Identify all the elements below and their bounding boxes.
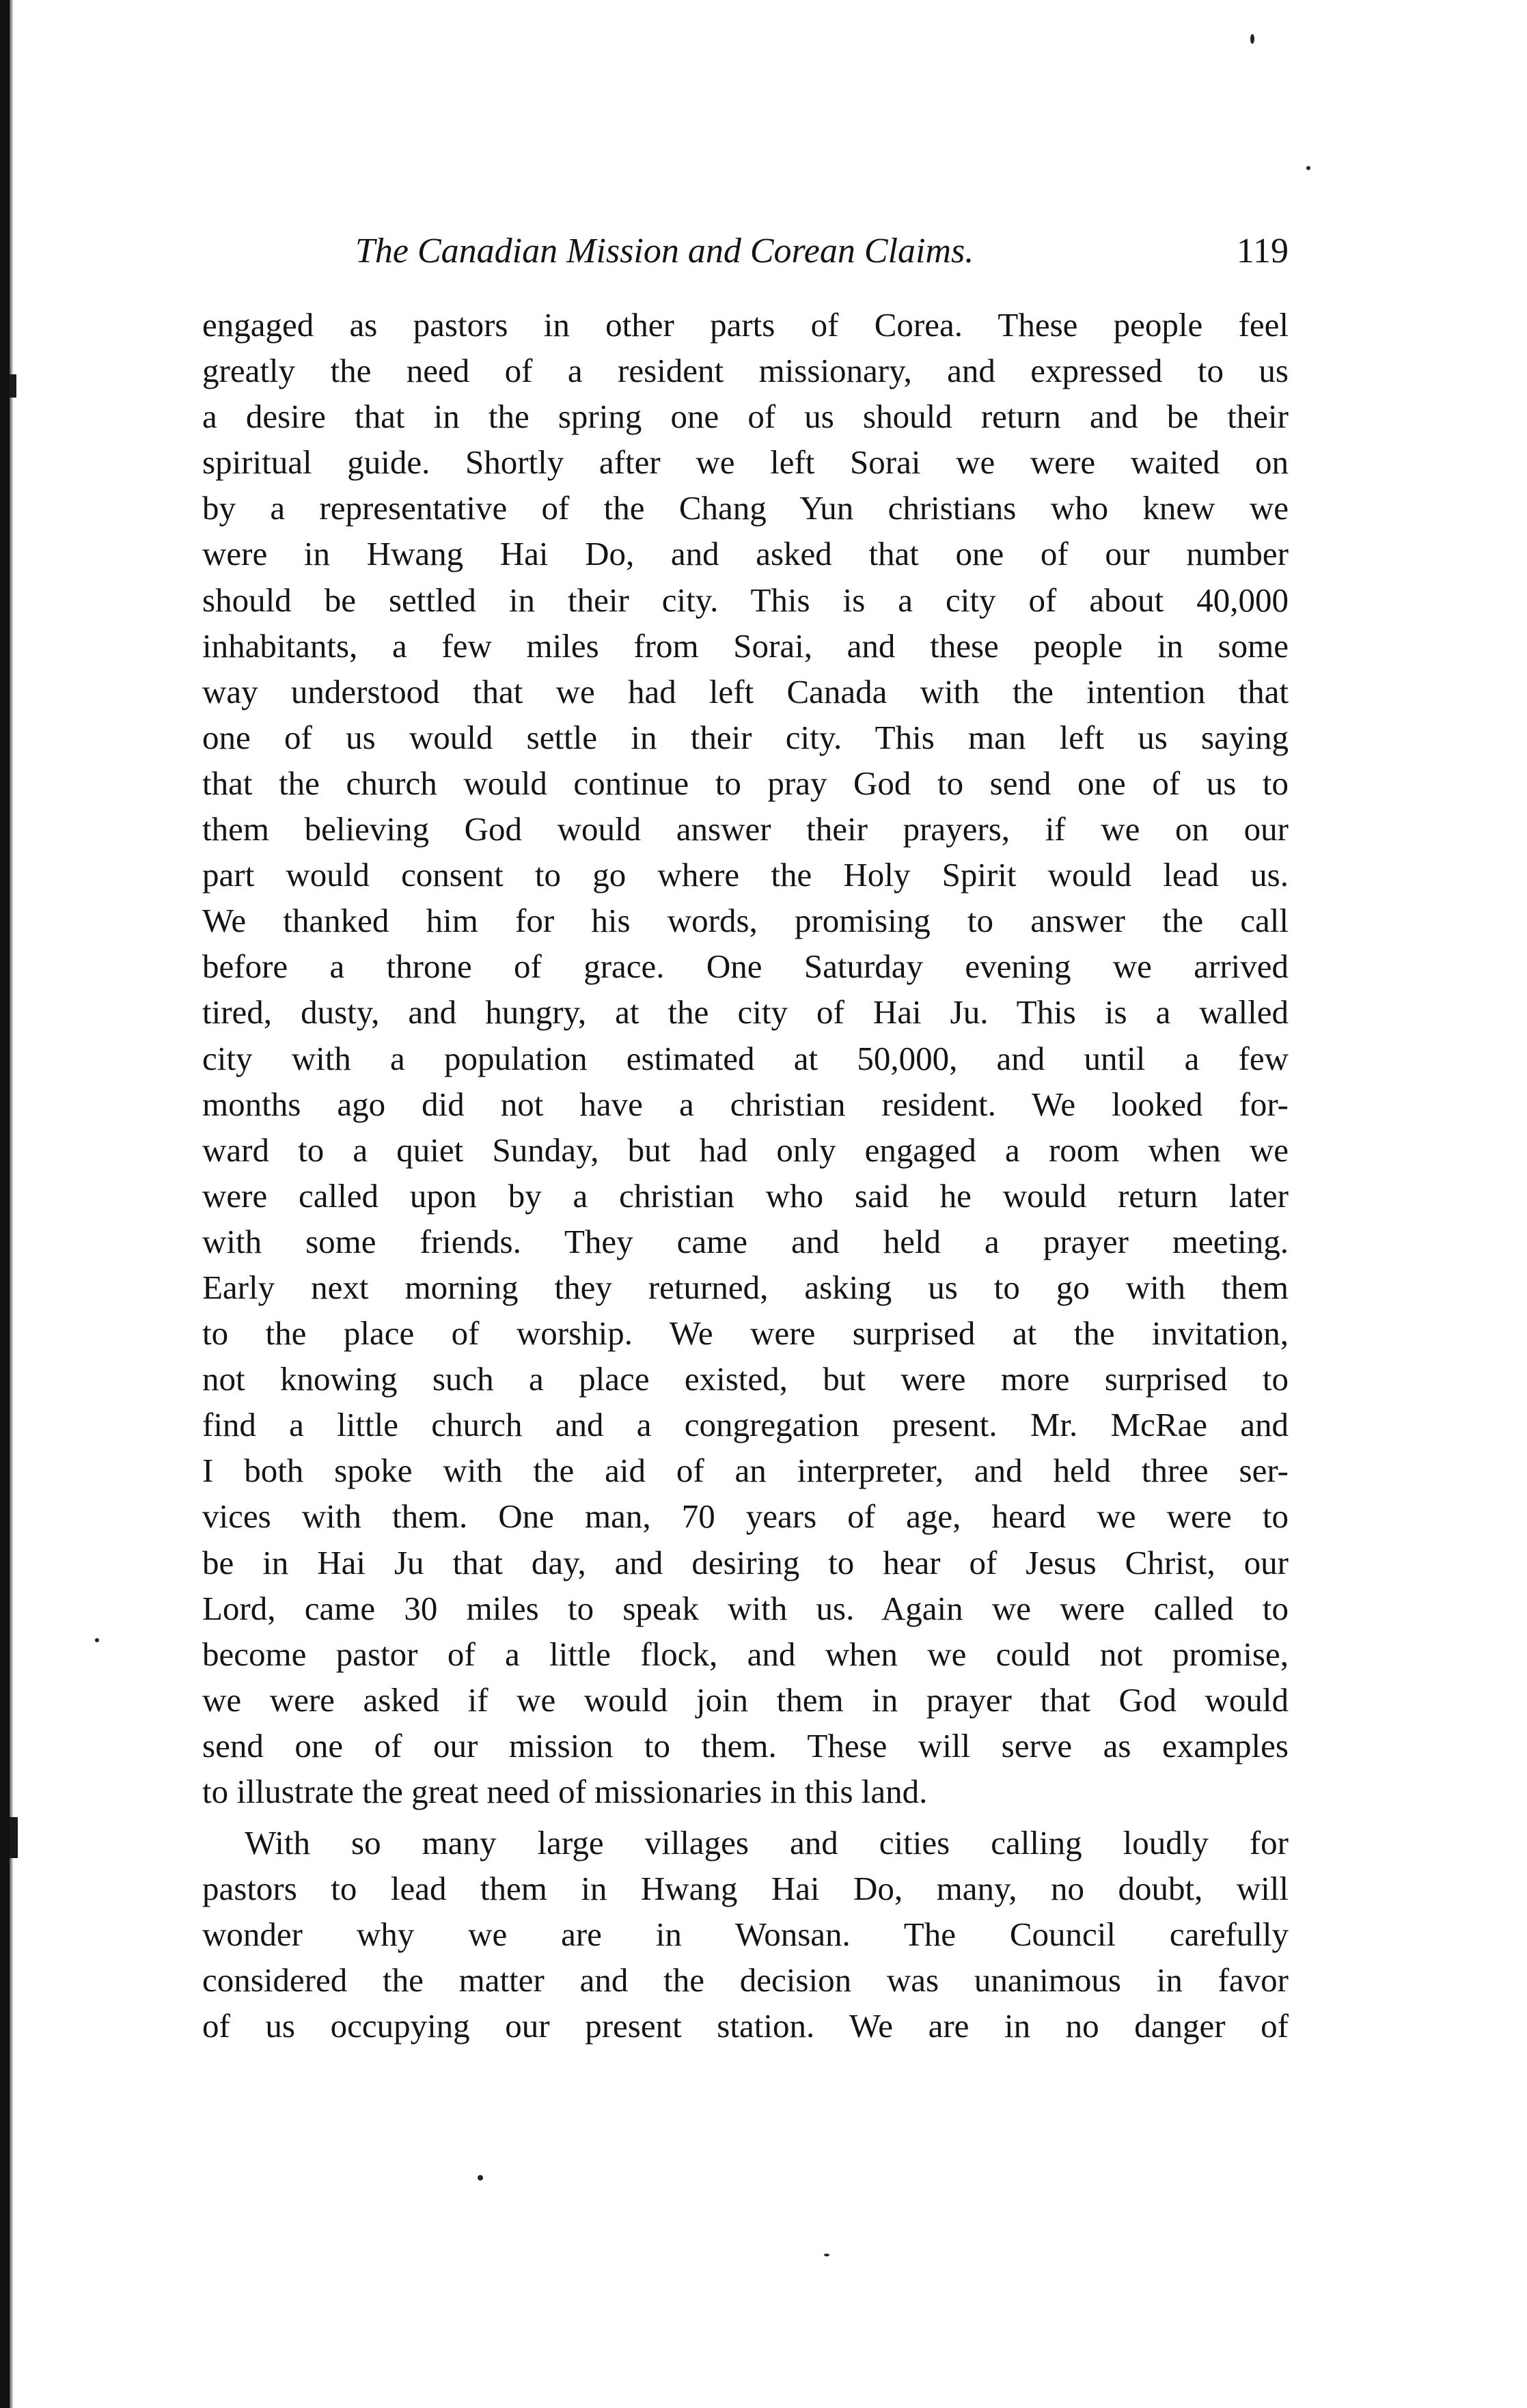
- text-line: pastors to lead them in Hwang Hai Do, many, no doubt, will: [202, 1870, 1289, 1908]
- text-line: by a representative of the Chang Yun christians who knew we: [202, 489, 1289, 527]
- text-line: were in Hwang Hai Do, and asked that one of our number: [202, 535, 1289, 573]
- text-line: should be settled in their city. This is a city of about 40,000: [202, 581, 1289, 619]
- paragraph: [202, 302, 1289, 1814]
- text-line: tired, dusty, and hungry, at the city of Hai Ju. This is a walled: [202, 993, 1289, 1032]
- page-number: 119: [1236, 232, 1289, 271]
- text-line: way understood that we had left Canada with the intention that: [202, 672, 1289, 710]
- text-line: not knowing such a place existed, but were more surprised to: [202, 1360, 1289, 1398]
- dust-speck: [824, 2254, 829, 2256]
- scan-edge-mark: [10, 1817, 18, 1858]
- text-line: considered the matter and the decision was unanimous in favor: [202, 1961, 1289, 1999]
- text-line: months ago did not have a christian resident. We looked for-: [202, 1085, 1289, 1123]
- text-line: spiritual guide. Shortly after we left Sorai we were waited on: [202, 443, 1289, 482]
- text-line: a desire that in the spring one of us should return and be their: [202, 398, 1289, 436]
- dust-speck: [1250, 34, 1254, 44]
- text-line: send one of our mission to them. These will serve as examples: [202, 1726, 1289, 1765]
- text-line: we were asked if we would join them in prayer that God would: [202, 1680, 1289, 1719]
- text-line: greatly the need of a resident missionary, and expressed to us: [202, 352, 1289, 390]
- text-line: I both spoke with the aid of an interpreter, and held three ser-: [202, 1452, 1289, 1490]
- paragraph-gap: [202, 1814, 1289, 1820]
- text-line: with some friends. They came and held a prayer meeting.: [202, 1222, 1289, 1260]
- dust-speck: [1306, 166, 1310, 170]
- text-line: before a throne of grace. One Saturday evening we arrived: [202, 947, 1289, 986]
- text-line: that the church would continue to pray God to send one of us to: [202, 764, 1289, 802]
- text-line: ward to a quiet Sunday, but had only engaged a room when we: [202, 1131, 1289, 1169]
- text-line: wonder why we are in Wonsan. The Council carefully: [202, 1915, 1289, 1954]
- dust-speck: [478, 2175, 483, 2181]
- body-text: [202, 302, 1289, 2049]
- text-line: part would consent to go where the Holy Spirit would lead us.: [202, 856, 1289, 894]
- text-line: to the place of worship. We were surprised at the invitation,: [202, 1314, 1289, 1353]
- scan-edge-mark: [10, 374, 16, 398]
- text-line: to illustrate the great need of missionaries in this land.: [202, 1773, 928, 1810]
- text-line: become pastor of a little flock, and when we could not promise,: [202, 1635, 1289, 1673]
- text-line: of us occupying our present station. We are in no danger of: [202, 2007, 1289, 2045]
- text-line: be in Hai Ju that day, and desiring to hear of Jesus Christ, our: [202, 1543, 1289, 1581]
- paragraph: [202, 1820, 1289, 2049]
- running-head-title: The Canadian Mission and Corean Claims.: [355, 232, 974, 271]
- text-line: With so many large villages and cities calling loudly for: [245, 1824, 1289, 1862]
- text-line: one of us would settle in their city. This man left us saying: [202, 718, 1289, 756]
- text-line: them believing God would answer their prayers, if we on our: [202, 810, 1289, 848]
- running-head: [202, 224, 1289, 279]
- text-line: find a little church and a congregation present. Mr. McRae and: [202, 1406, 1289, 1444]
- text-line: Lord, came 30 miles to speak with us. Again we were called to: [202, 1589, 1289, 1627]
- text-line: engaged as pastors in other parts of Corea. These people feel: [202, 306, 1289, 344]
- text-line: Early next morning they returned, asking us to go with them: [202, 1268, 1289, 1306]
- scan-edge-shadow: [10, 0, 14, 2408]
- text-line: were called upon by a christian who said he would return later: [202, 1176, 1289, 1215]
- text-line: city with a population estimated at 50,000, and until a few: [202, 1039, 1289, 1077]
- scan-binding-edge: [0, 0, 10, 2408]
- dust-speck: [95, 1638, 99, 1642]
- text-line: vices with them. One man, 70 years of age, heard we were to: [202, 1497, 1289, 1536]
- text-line: We thanked him for his words, promising to answer the call: [202, 902, 1289, 940]
- text-line: inhabitants, a few miles from Sorai, and these people in some: [202, 626, 1289, 665]
